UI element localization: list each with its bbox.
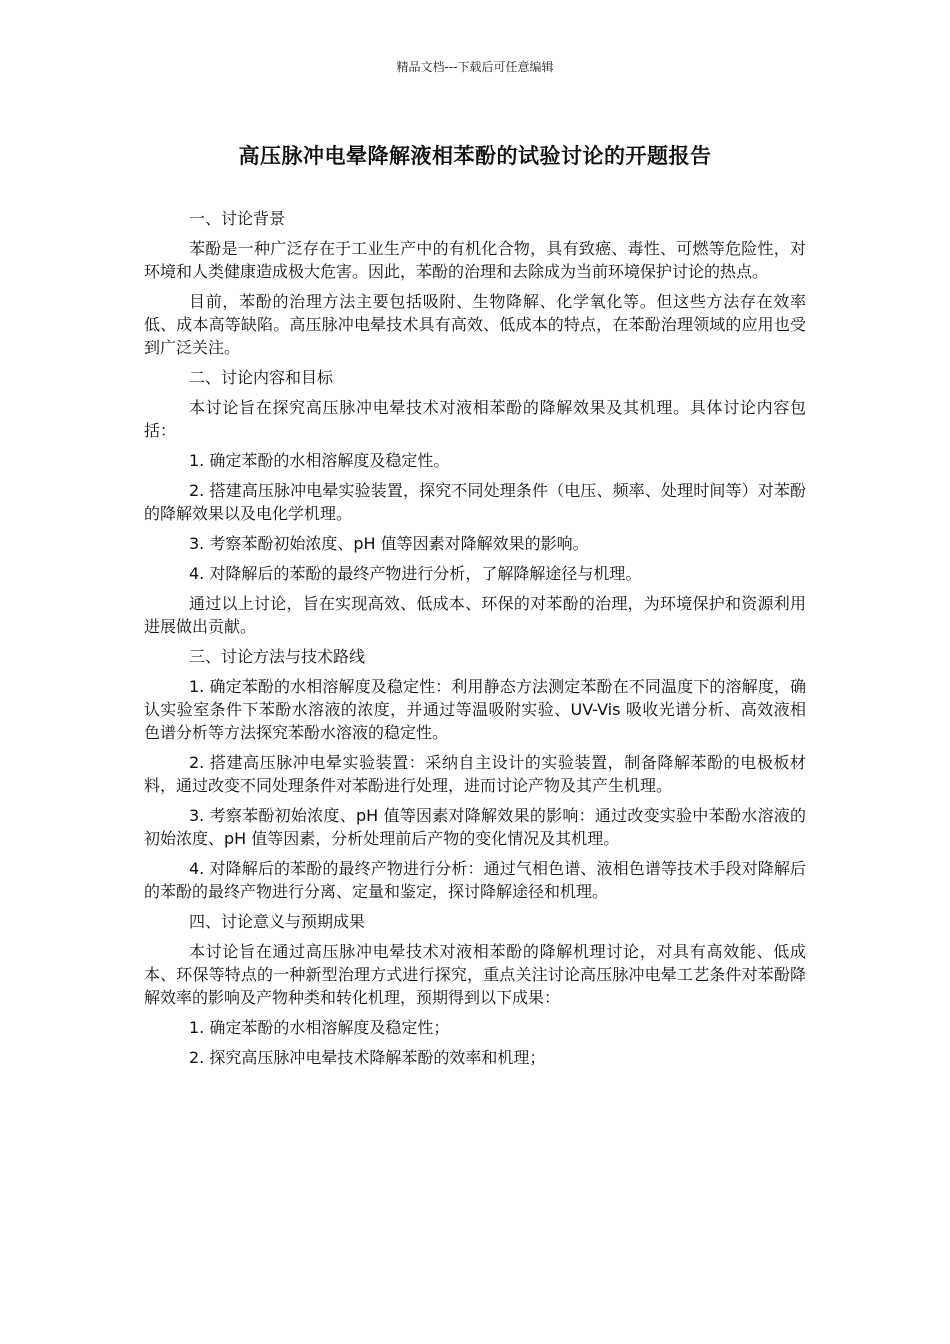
list-item: 3. 考察苯酚初始浓度、pH 值等因素对降解效果的影响。 <box>189 534 589 553</box>
list-item: 4. 对降解后的苯酚的最终产物进行分析：通过气相色谱、液相色谱等技术手段对降解后的苯酚的最终产物进行分离、定量和鉴定，探讨降解途径和机理。 <box>144 859 806 901</box>
section-heading-methods: 三、讨论方法与技术路线 <box>189 647 366 666</box>
document-title: 高压脉冲电晕降解液相苯酚的试验讨论的开题报告 <box>238 144 712 168</box>
list-item: 1. 确定苯酚的水相溶解度及稳定性。 <box>189 451 450 470</box>
section-heading-significance: 四、讨论意义与预期成果 <box>189 912 366 931</box>
paragraph: 目前，苯酚的治理方法主要包括吸附、生物降解、化学氧化等。但这些方法存在效率低、成本高等缺陷。高压脉冲电晕技术具有高效、低成本的特点，在苯酚治理领域的应用也受到广泛关注。 <box>144 292 806 357</box>
list-item: 2. 搭建高压脉冲电晕实验装置：采纳自主设计的实验装置，制备降解苯酚的电极板材料，通过改变不同处理条件对苯酚进行处理，进而讨论产物及其产生机理。 <box>144 753 806 795</box>
paragraph: 本讨论旨在通过高压脉冲电晕技术对液相苯酚的降解机理讨论，对具有高效能、低成本、环保等特点的一种新型治理方式进行探究，重点关注讨论高压脉冲电晕工艺条件对苯酚降解效率的影响及产物种类和转化机理，预期得到以下成果： <box>144 942 806 1007</box>
list-item: 1. 确定苯酚的水相溶解度及稳定性：利用静态方法测定苯酚在不同温度下的溶解度，确认实验室条件下苯酚水溶液的浓度，并通过等温吸附实验、UV-Vis 吸收光谱分析、高效液相色谱分析等方法探究苯酚水溶液的稳定性。 <box>144 677 806 742</box>
list-item: 3. 考察苯酚初始浓度、pH 值等因素对降解效果的影响：通过改变实验中苯酚水溶液的初始浓度、pH 值等因素，分析处理前后产物的变化情况及其机理。 <box>144 806 806 848</box>
list-item: 2. 探究高压脉冲电晕技术降解苯酚的效率和机理； <box>189 1048 546 1067</box>
paragraph: 通过以上讨论，旨在实现高效、低成本、环保的对苯酚的治理，为环境保护和资源利用进展做出贡献。 <box>144 594 806 636</box>
list-item: 4. 对降解后的苯酚的最终产物进行分析，了解降解途径与机理。 <box>189 564 642 583</box>
list-item: 2. 搭建高压脉冲电晕实验装置，探究不同处理条件（电压、频率、处理时间等）对苯酚的降解效果以及电化学机理。 <box>144 481 806 523</box>
list-item: 1. 确定苯酚的水相溶解度及稳定性； <box>189 1018 450 1037</box>
section-heading-content: 二、讨论内容和目标 <box>189 368 334 387</box>
header-note: 精品文档---下载后可任意编辑 <box>396 60 554 74</box>
paragraph: 本讨论旨在探究高压脉冲电晕技术对液相苯酚的降解效果及其机理。具体讨论内容包括： <box>144 398 806 440</box>
paragraph: 苯酚是一种广泛存在于工业生产中的有机化合物，具有致癌、毒性、可燃等危险性，对环境和人类健康造成极大危害。因此，苯酚的治理和去除成为当前环境保护讨论的热点。 <box>144 239 806 281</box>
section-heading-background: 一、讨论背景 <box>189 209 286 228</box>
document-body <box>144 207 806 1076</box>
